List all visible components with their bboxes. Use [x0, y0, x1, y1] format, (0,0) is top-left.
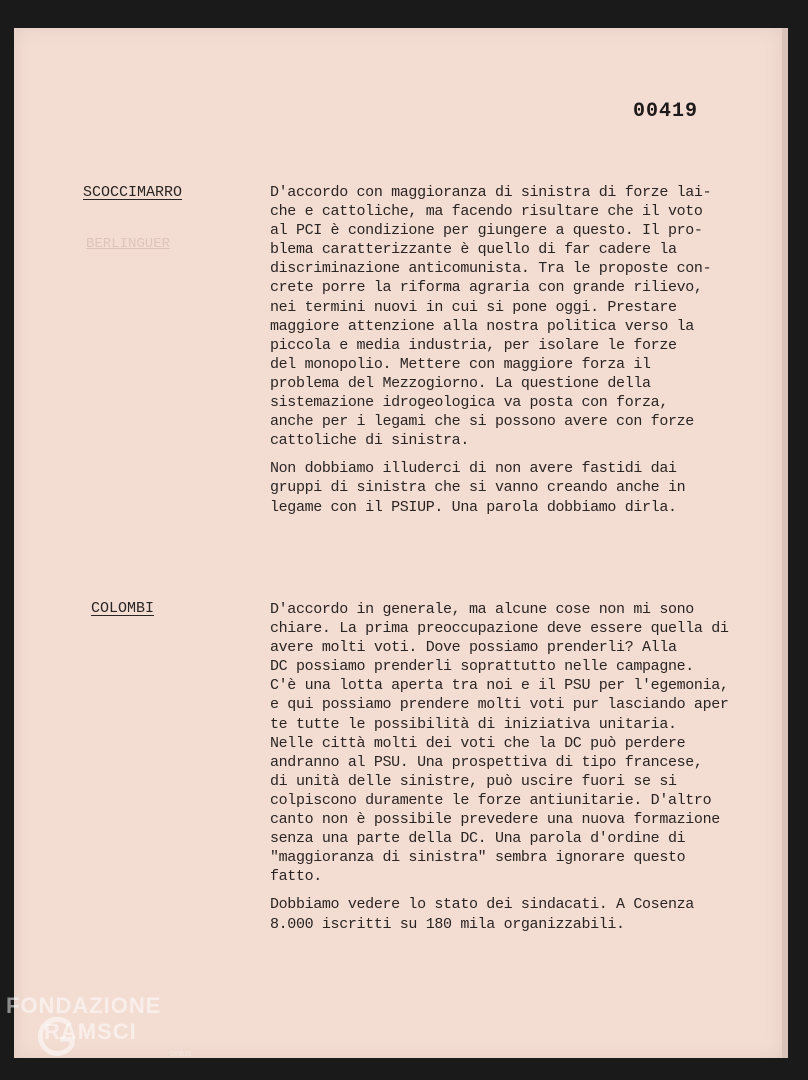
- text-line: Non dobbiamo illuderci di non avere fastidi dai: [270, 460, 677, 478]
- text-line: maggiore attenzione alla nostra politica verso la: [270, 317, 694, 335]
- text-line: DC possiamo prenderli soprattutto nelle campagne.: [270, 658, 694, 676]
- paragraph: [270, 183, 770, 450]
- watermark-line-1: FONDAZIONE: [6, 993, 162, 1018]
- text-line: colpiscono duramente le forze antiunitarie. D'altro: [270, 791, 712, 809]
- text-line: gruppi di sinistra che si vanno creando anche in: [270, 479, 686, 497]
- fondazione-gramsci-watermark: [6, 993, 206, 1073]
- text-line: problema del Mezzogiorno. La questione della: [270, 374, 651, 392]
- text-line: legame con il PSIUP. Una parola dobbiamo dirla.: [270, 498, 677, 516]
- show-through-text: BERLINGUER: [86, 236, 171, 252]
- text-line: al PCI è condizione per giungere a questo. Il pro-: [270, 222, 703, 240]
- paragraph: [270, 459, 770, 516]
- text-line: anche per i legami che si possono avere con forze: [270, 413, 694, 431]
- speaker-name-scoccimarro: SCOCCIMARRO: [83, 184, 183, 201]
- text-line: discriminazione anticomunista. Tra le proposte con-: [270, 260, 712, 278]
- text-line: canto non è possibile prevedere una nuova formazione: [270, 811, 720, 829]
- text-line: D'accordo con maggioranza di sinistra di forze lai-: [270, 184, 712, 201]
- text-line: cattoliche di sinistra.: [270, 432, 469, 450]
- text-line: chiare. La prima preoccupazione deve essere quella di: [270, 620, 729, 638]
- text-line: sistemazione idrogeologica va posta con forza,: [270, 394, 668, 412]
- text-line: e qui possiamo prendere molti voti pur lasciando aper: [270, 696, 729, 714]
- paragraph: [270, 895, 770, 933]
- text-line: crete porre la riforma agraria con grande rilievo,: [270, 279, 703, 297]
- page-number: 00419: [633, 100, 699, 123]
- text-line: C'è una lotta aperta tra noi e il PSU per l'egemonia,: [270, 677, 729, 695]
- text-line: di unità delle sinistre, può uscire fuori se si: [270, 772, 677, 790]
- text-line: "maggioranza di sinistra" sembra ignorare questo: [270, 849, 686, 867]
- text-line: senza una parte della DC. Una parola d'ordine di: [270, 830, 686, 848]
- text-line: te tutte le possibilità di iniziativa unitaria.: [270, 715, 677, 733]
- speech-block-colombi: [270, 600, 770, 943]
- text-line: Dobbiamo vedere lo stato dei sindacati. A Cosenza: [270, 896, 694, 914]
- text-line: che e cattoliche, ma facendo risultare che il voto: [270, 203, 703, 221]
- text-line: Nelle città molti dei voti che la DC può perdere: [270, 734, 686, 752]
- text-line: avere molti voti. Dove possiamo prenderli? Alla: [270, 639, 677, 657]
- text-line: nei termini nuovi in cui si pone oggi. Prestare: [270, 298, 677, 316]
- text-line: piccola e media industria, per isolare le forze: [270, 336, 677, 354]
- speaker-name-colombi: COLOMBI: [91, 600, 155, 617]
- paragraph: [270, 600, 770, 886]
- watermark-line-2: RAMSCI: [44, 1019, 137, 1044]
- text-line: D'accordo in generale, ma alcune cose non mi sono: [270, 601, 694, 618]
- text-line: fatto.: [270, 868, 322, 886]
- speech-block-scoccimarro: [270, 183, 770, 526]
- text-line: del monopolio. Mettere con maggiore forza il: [270, 355, 651, 373]
- text-line: blema caratterizzante è quello di far cadere la: [270, 241, 677, 259]
- page-edge: [782, 28, 788, 1058]
- text-line: 8.000 iscritti su 180 mila organizzabili.: [270, 915, 625, 933]
- text-line: andranno al PSU. Una prospettiva di tipo francese,: [270, 753, 703, 771]
- watermark-sub: onlus: [170, 1048, 192, 1058]
